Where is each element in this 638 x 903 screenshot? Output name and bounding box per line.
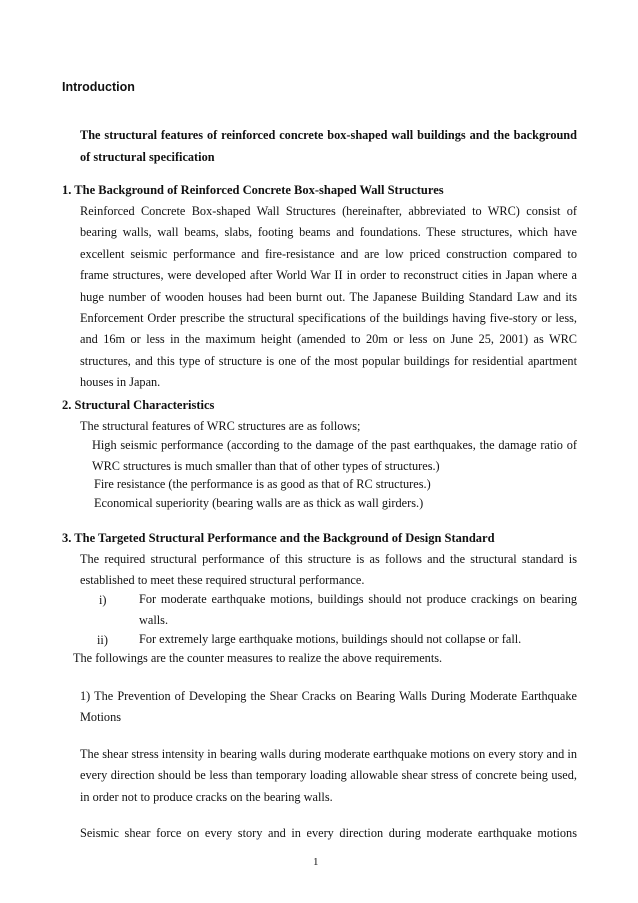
countermeasures-intro: The followings are the counter measures to realize the above requirements. [73,651,443,665]
subsection-1-body: The shear stress intensity in bearing walls during moderate earthquake motions on every story and in every direction should be less than temporary loading allowable shear stress of concrete being used, in order not to produce cracks on the bearing walls. [80,747,577,804]
final-line: Seismic shear force on every story and in every direction during moderate earthquake motions [80,826,577,840]
section-1-body: Reinforced Concrete Box-shaped Wall Structures (hereinafter, abbreviated to WRC) consist of bearing walls, wall beams, slabs, footing beams and foundations. These structures, which have excellent seismic performance and fire-resistance and are low priced construction compared to frame structures, were developed after World War II in order to reconstruct cities in Japan where a huge number of wooden houses had been burnt out. The Japanese Building Standard Law and its Enforcement Order prescribe the structural specifications of the buildings having five-story or less, and 16m or less in the maximum height (amended to 20m or less on June 25, 2001) as WRC structures, and this type of structure is one of the most popular buildings for residential apartment houses in Japan. [80,204,577,390]
section-2-item-1: High seismic performance (according to the damage of the past earthquakes, the damage ratio of WRC structures is much smaller than that of other types of structures.) [92,438,577,474]
section-3-item-1: For moderate earthquake motions, buildings should not produce crackings on bearing walls. [139,592,577,628]
section-3-intro: The required structural performance of this structure is as follows and the structural standard is established to meet these required structural performance. [80,552,577,588]
list-marker-i: i) [99,593,107,607]
section-3-heading: 3. The Targeted Structural Performance and the Background of Design Standard [62,531,495,545]
list-marker-ii: ii) [97,633,108,647]
section-1-heading: 1. The Background of Reinforced Concrete Box-shaped Wall Structures [62,183,444,197]
section-2-item-3: Economical superiority (bearing walls are as thick as wall girders.) [94,496,424,510]
document-subtitle: The structural features of reinforced concrete box-shaped wall buildings and the background of structural specification [80,128,577,164]
subsection-1-title: 1) The Prevention of Developing the Shear Cracks on Bearing Walls During Moderate Earthquake Motions [80,689,577,725]
section-2-heading: 2. Structural Characteristics [62,398,215,412]
introduction-heading: Introduction [62,80,135,94]
section-2-intro: The structural features of WRC structures are as follows; [80,419,361,433]
page-number: 1 [313,856,319,868]
section-3-item-2: For extremely large earthquake motions, buildings should not collapse or fall. [139,632,522,646]
section-2-item-2: Fire resistance (the performance is as good as that of RC structures.) [94,477,431,491]
